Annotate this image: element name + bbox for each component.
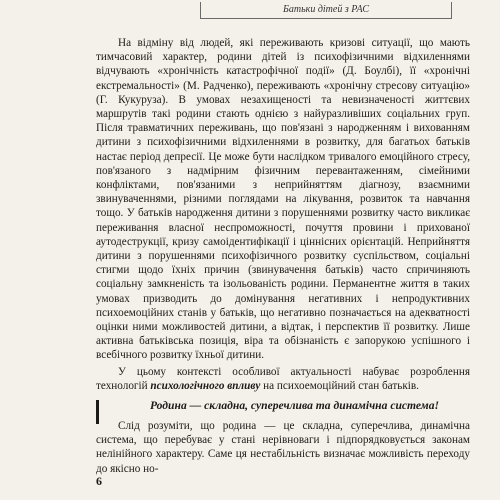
paragraph-context <box>96 365 470 393</box>
paragraph-context-start: У цьому контексті особливої актуальності набуває розроблення технологій <box>96 365 470 392</box>
callout-box <box>96 398 470 413</box>
highlighted-term: психологічного впливу <box>150 379 261 392</box>
paragraph-context-end: на психоемоційний стан батьків. <box>260 379 419 392</box>
page-number: 6 <box>96 474 102 488</box>
callout-bar <box>96 400 99 424</box>
paragraph-family-system: Слід розуміти, що родина — це складна, суперечлива, динамічна система, що перебуває у стані нерівноваги і підпорядковується законам нелінійного характеру. Саме ця нестабільність визначає можливість переходу до якісно но- <box>96 420 470 475</box>
running-header: Батьки дітей з РАС <box>200 2 452 19</box>
main-text <box>96 36 470 476</box>
callout-text: Родина — складна, суперечлива та динамічна система! <box>150 399 440 413</box>
paragraph-crisis: На відміну від людей, які переживають кризові ситуації, що мають тимчасовий характер, родини дітей із психофізичними відхиленнями відчувають «хронічність катастрофічної події» (Д. Боулбі), її «хронічні екстремальності» (М. Радченко), переживають «хронічну стресову ситуацію» (Г. Кукуруза). В умовах незахищеності та невизначеності життєвих маршрутів такі родини стають однією з найуразливіших соціальних груп. Після травматичних переживань, що пов'язані з народженням і вихованням дитини з психофізичними відхиленнями в розвитку, для багатьох батьків настає період депресії. Це може бути наслідком тривалого емоційного стресу, пов'язаного з надмірним фізичним перевантаженням, сімейними конфліктами, пов'язаними з неприйняттям діагнозу, взаємними звинуваченнями, різними поглядами на лікування, розвиток та навчання тощо. У батьків народження дитини з порушеннями розвитку часто викликає переживання власної неспроможності, почуття провини і прихованої аутодеструкції, кризу самоідентифікації і ціннісних орієнтацій. Неприйняття дитини з порушеннями психофізичного розвитку суспільством, соціальні стигми щодо їхніх причин (звинувачення батьків) часто спричиняють соціальну замкненість та ізольованість родини. Перманентне життя в таких умовах призводить до домінування негативних і непродуктивних психоемоційних станів у батьків, що негативно позначається на адекватності оцінки ними можливостей дитини, а відтак, і перспектив її розвитку. Лише активна батьківська позиція, віра та обізнаність є запорукою успішного і всебічного розвитку їхньої дитини. <box>96 37 470 362</box>
